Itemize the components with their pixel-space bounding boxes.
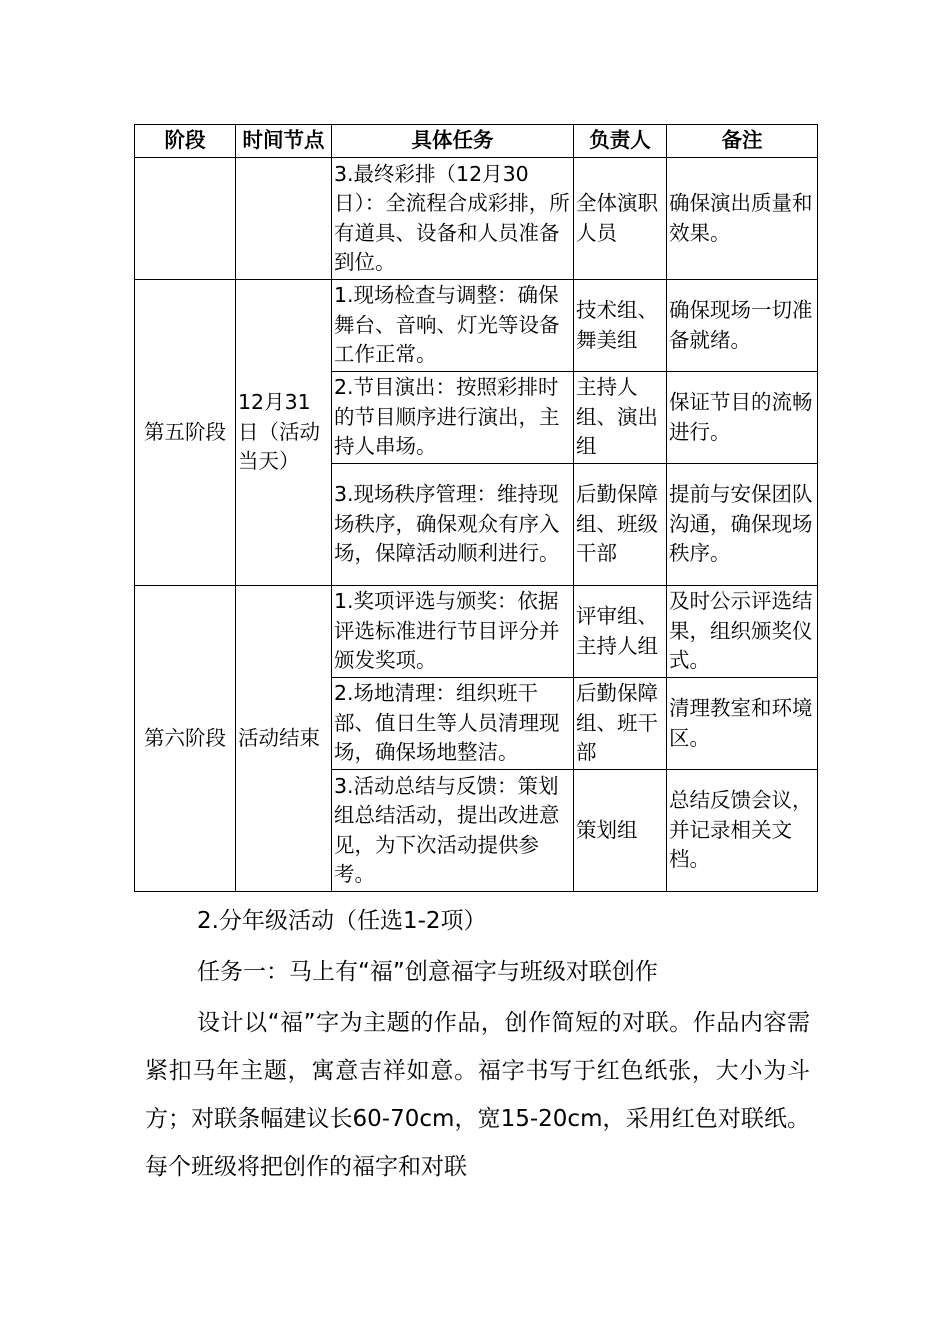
note-cell: 清理教室和环境区。 (667, 678, 818, 770)
header-time: 时间节点 (236, 125, 332, 158)
task-cell: 3.活动总结与反馈：策划组总结活动，提出改进意见，为下次活动提供参考。 (332, 770, 574, 892)
table-row (135, 158, 818, 280)
task-cell: 3.现场秩序管理：维持现场秩序，确保观众有序入场，保障活动顺利进行。 (332, 464, 574, 586)
note-cell: 确保演出质量和效果。 (667, 158, 818, 280)
schedule-table (134, 124, 818, 892)
task-cell: 2.节目演出：按照彩排时的节目顺序进行演出，主持人串场。 (332, 372, 574, 464)
time-cell (236, 158, 332, 280)
stage-cell (135, 158, 236, 280)
time-cell: 12月31日（活动当天） (236, 280, 332, 586)
note-cell: 及时公示评选结果，组织颁奖仪式。 (667, 586, 818, 678)
owner-cell: 技术组、舞美组 (574, 280, 667, 372)
table-row (135, 586, 818, 678)
owner-cell: 策划组 (574, 770, 667, 892)
task-cell: 3.最终彩排（12月30日）：全流程合成彩排，所有道具、设备和人员准备到位。 (332, 158, 574, 280)
note-cell: 保证节目的流畅进行。 (667, 372, 818, 464)
table-header-row (135, 125, 818, 158)
owner-cell: 全体演职人员 (574, 158, 667, 280)
time-cell: 活动结束 (236, 586, 332, 892)
owner-cell: 主持人组、演出组 (574, 372, 667, 464)
header-task: 具体任务 (332, 125, 574, 158)
note-cell: 总结反馈会议，并记录相关文档。 (667, 770, 818, 892)
owner-cell: 评审组、主持人组 (574, 586, 667, 678)
owner-cell: 后勤保障组、班干部 (574, 678, 667, 770)
header-stage: 阶段 (135, 125, 236, 158)
task-title: 任务一：马上有“福”创意福字与班级对联创作 (197, 959, 658, 985)
stage-cell: 第六阶段 (135, 586, 236, 892)
task-cell: 1.现场检查与调整：确保舞台、音响、灯光等设备工作正常。 (332, 280, 574, 372)
header-note: 备注 (667, 125, 818, 158)
body-paragraph: 设计以“福”字为主题的作品，创作简短的对联。作品内容需紧扣马年主题，寓意吉祥如意。福字书写于红色纸张，大小为斗方；对联条幅建议长60-70cm，宽15-20cm，采用红色对联纸。每个班级将把创作的福字和对联 (145, 1010, 810, 1180)
header-owner: 负责人 (574, 125, 667, 158)
task-cell: 2.场地清理：组织班干部、值日生等人员清理现场，确保场地整洁。 (332, 678, 574, 770)
stage-cell: 第五阶段 (135, 280, 236, 586)
section-heading: 2.分年级活动（任选1-2项） (197, 908, 487, 934)
note-cell: 提前与安保团队沟通，确保现场秩序。 (667, 464, 818, 586)
owner-cell: 后勤保障组、班级干部 (574, 464, 667, 586)
table-row (135, 280, 818, 372)
note-cell: 确保现场一切准备就绪。 (667, 280, 818, 372)
task-cell: 1.奖项评选与颁奖：依据评选标准进行节目评分并颁发奖项。 (332, 586, 574, 678)
